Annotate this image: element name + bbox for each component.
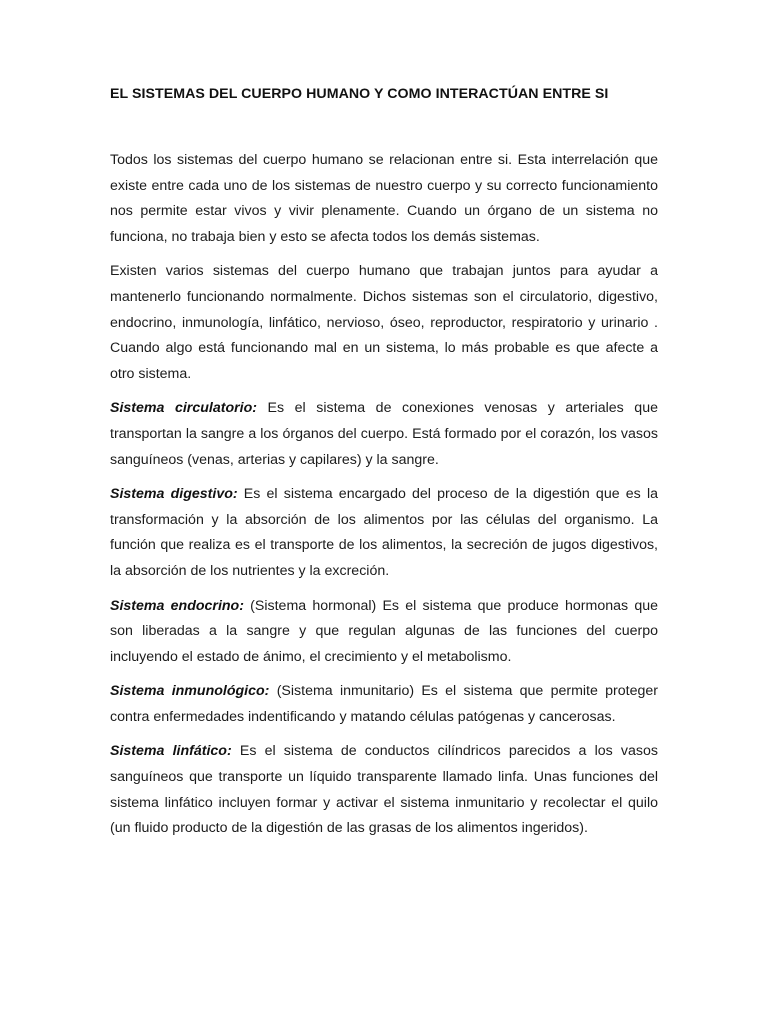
system-description: Es el sistema de conductos cilíndricos parecidos a los vasos sanguíneos que transporte un líquido transparente llamado linfa. Unas funciones del sistema linfático incluyen formar y activar el sistema inmunitario y recolectar el quilo (un fluido producto de la digestión de las grasas de los alimentos ingeridos). [110, 743, 658, 837]
system-paragraph-endocrino [110, 594, 658, 671]
intro-paragraph: Existen varios sistemas del cuerpo humano que trabajan juntos para ayudar a mantenerlo funcionando normalmente. Dichos sistemas son el circulatorio, digestivo, endocrino, inmunología, linfático, nervioso, óseo, reproductor, respiratorio y urinario . Cuando algo está funcionando mal en un sistema, lo más probable es que afecte a otro sistema. [110, 263, 658, 382]
system-term: Sistema digestivo: [110, 486, 238, 503]
system-paragraph-circulatorio [110, 396, 658, 473]
system-paragraph-linfatico [110, 739, 658, 841]
system-term: Sistema inmunológico: [110, 683, 270, 700]
document-title: EL SISTEMAS DEL CUERPO HUMANO Y COMO INTERACTÚAN ENTRE SI [110, 86, 609, 102]
system-description: (Sistema inmunitario) Es el sistema que permite proteger contra enfermedades indentificando y matando células patógenas y cancerosas. [110, 683, 659, 725]
intro-paragraph: Todos los sistemas del cuerpo humano se relacionan entre si. Esta interrelación que existe entre cada uno de los sistemas de nuestro cuerpo y su correcto funcionamiento nos permite estar vivos y vivir plenamente. Cuando un órgano de un sistema no funciona, no trabaja bien y esto se afecta todos los demás sistemas. [110, 152, 658, 245]
system-description: (Sistema hormonal) Es el sistema que produce hormonas que son liberadas a la sangre y que regulan algunas de las funciones del cuerpo incluyendo el estado de ánimo, el crecimiento y el metabolismo. [110, 597, 658, 665]
document-body [110, 84, 658, 842]
system-term: Sistema circulatorio: [110, 400, 257, 417]
system-paragraph-inmunologico [110, 679, 658, 730]
system-term: Sistema endocrino: [110, 597, 244, 614]
system-paragraph-digestivo [110, 482, 658, 584]
system-description: Es el sistema de conexiones venosas y arteriales que transportan la sangre a los órganos del cuerpo. Está formado por el corazón, los vasos sanguíneos (venas, arterias y capilares) y la sangre. [110, 400, 658, 468]
system-description: Es el sistema encargado del proceso de la digestión que es la transformación y la absorción de los alimentos por las células del organismo. La función que realiza es el transporte de los alimentos, la secreción de jugos digestivos, la absorción de los nutrientes y la excreción. [110, 486, 658, 579]
system-term: Sistema linfático: [110, 743, 232, 760]
